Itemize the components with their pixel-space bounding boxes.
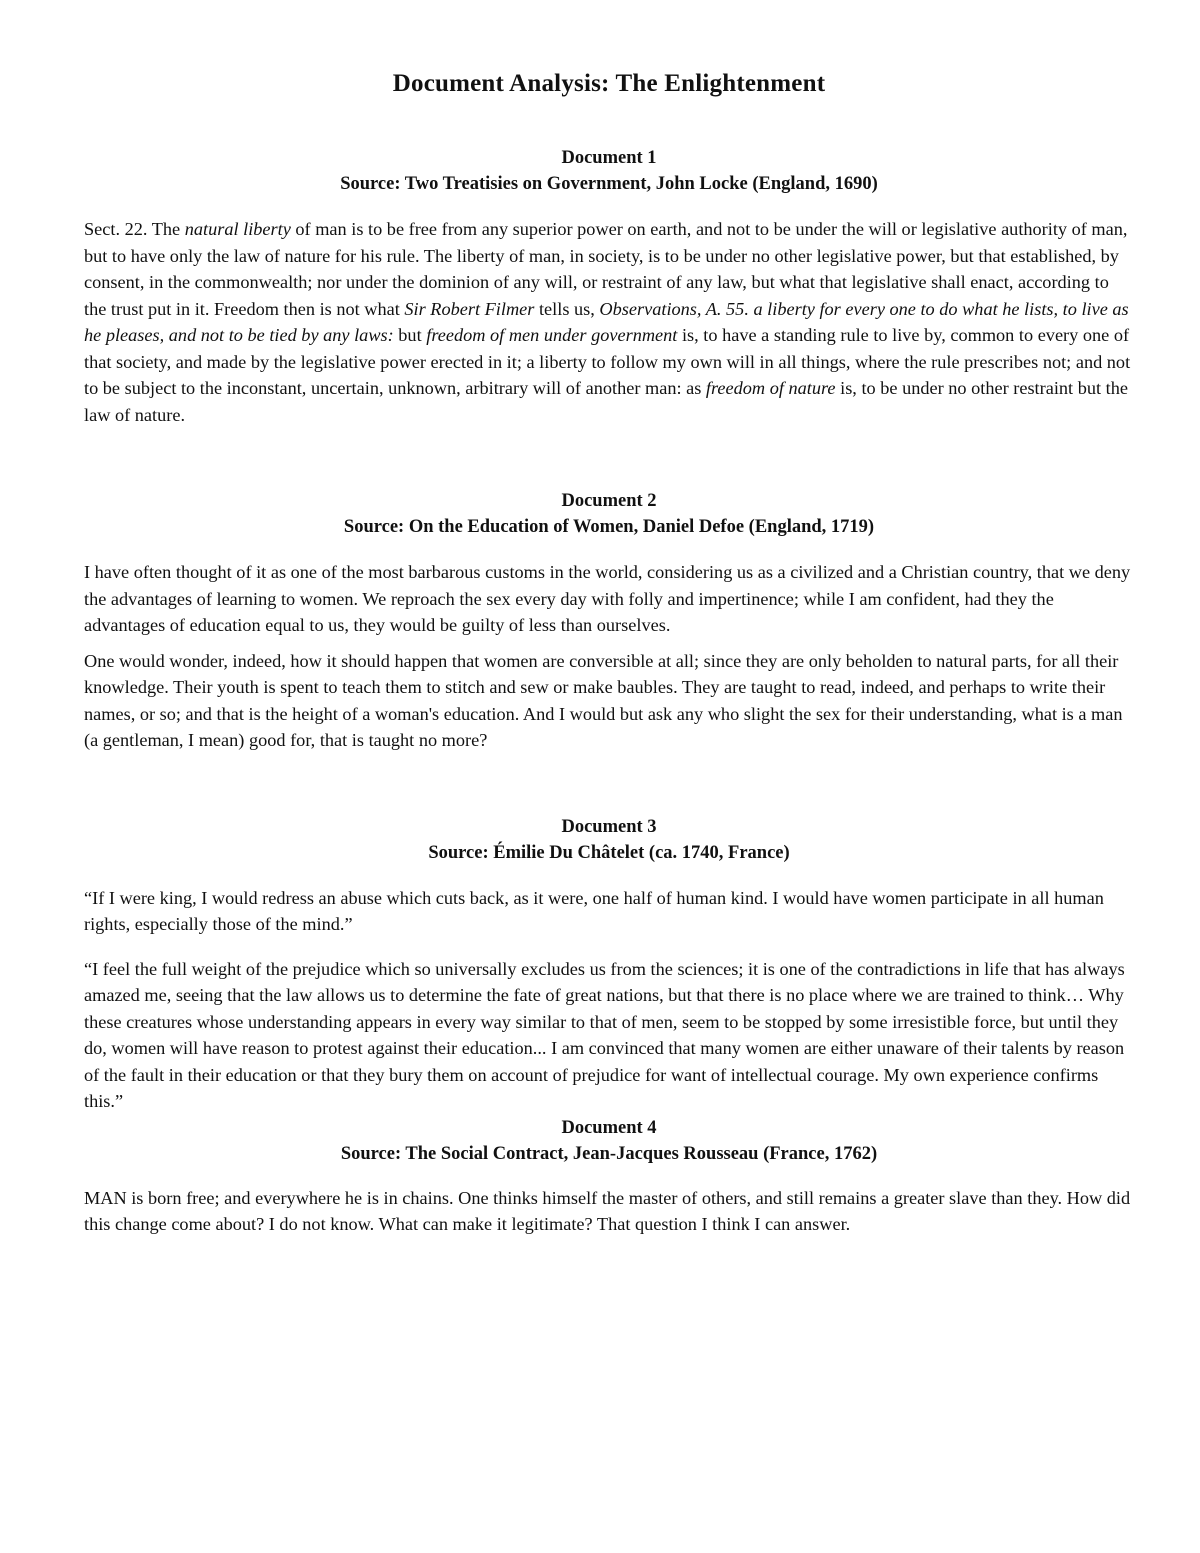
doc3-paragraph-1: “If I were king, I would redress an abuse which cuts back, as it were, one half of human kind. I would have women participate in all human rights, especially those of the mind.”	[84, 887, 1104, 934]
doc2-source: Source: On the Education of Women, Daniel Defoe (England, 1719)	[343, 517, 875, 537]
doc1-paragraph	[84, 216, 1134, 428]
doc2-paragraph-2: One would wonder, indeed, how it should happen that women are conversible at all; since they are only beholden to natural parts, for all their knowledge. Their youth is spent to teach them to stitch and sew or make baubles. They are taught to read, indeed, and perhaps to write their names, or so; and that is the height of a woman's education. And I would but ask any who slight the sex for their understanding, what is a man (a gentleman, I mean) good for, that is taught no more?	[84, 650, 1123, 750]
doc4-header	[84, 1115, 1134, 1167]
doc3-heading: Document 3	[561, 816, 657, 837]
doc3-paragraph-2: “I feel the full weight of the prejudice which so universally excludes us from the sciences; it is one of the contradictions in life that has always amazed me, seeing that the law allows us to determine the fate of great nations, but that there is no place where we are trained to think… Why these creatures whose understanding appears in every way similar to that of men, seem to be stopped by some irresistible force, but until they do, women will have reason to protest against their education... I am convinced that many women are either unaware of their talents by reason of the fault in their education or that they bury them on account of prejudice for want of intellectual courage. My own experience confirms this.”	[84, 958, 1125, 1111]
doc1-text-e: tells us,	[534, 298, 600, 319]
doc1-text-f: Observations, A. 55. a liberty for every one to do what he lists, to live as he pleases, and not to be tied by any laws:	[84, 298, 1129, 345]
doc4-source: Source: The Social Contract, Jean-Jacques Rousseau (France, 1762)	[340, 1143, 878, 1164]
doc1-heading: Document 1	[561, 148, 657, 168]
doc1-text-c: of man is to be free from any superior power on earth, and not to be under the will or legislative authority of man, but to have only the law of nature for his rule. The liberty of man, in society, is to be under no other legislative power, but that established, by consent, in the commonwealth; nor under the dominion of any will, or restraint of any law, but what that legislative shall enact, according to the trust put in it. Freedom then is not what	[84, 219, 1128, 319]
doc2-paragraph-1: I have often thought of it as one of the most barbarous customs in the world, considering us as a civilized and a Christian country, that we deny the advantages of learning to women. We reproach the sex every day with folly and impertinence; while I am confident, had they the advantages of education equal to us, they would be guilty of less than ourselves.	[84, 562, 1131, 635]
doc1-source: Source: Two Treatisies on Government, John Locke (England, 1690)	[340, 174, 878, 194]
doc1-text-b: natural liberty	[184, 219, 291, 239]
doc3-source: Source: Émilie Du Châtelet (ca. 1740, France)	[428, 842, 790, 863]
doc1-text-a: Sect. 22. The	[84, 219, 185, 239]
page-title: Document Analysis: The Enlightenment	[392, 70, 826, 97]
doc4-heading: Document 4	[561, 1117, 657, 1138]
doc1-text-g: but	[393, 325, 427, 345]
doc1-text-d: Sir Robert Filmer	[404, 298, 535, 319]
doc4-paragraph: MAN is born free; and everywhere he is in chains. One thinks himself the master of others, and still remains a greater slave than they. How did this change come about? I do not know. What can make it legitimate? That question I think I can answer.	[84, 1187, 1131, 1234]
doc3-header	[84, 814, 1134, 866]
document-page	[84, 70, 1134, 1238]
doc1-text-k: is, to be under no other restraint but the law of nature.	[84, 378, 1128, 425]
doc1-text-i: is, to have a standing rule to live by, common to every one of that society, and made by the legislative power erected in it; a liberty to follow my own will in all things, where the rule prescribes not; and not to be subject to the inconstant, uncertain, unknown, arbitrary will of another man: as	[84, 325, 1131, 398]
doc1-text-j: freedom of nature	[705, 378, 836, 398]
doc1-header	[84, 145, 1134, 197]
doc2-heading: Document 2	[561, 491, 657, 511]
doc1-text-h: freedom of men under government	[426, 325, 678, 345]
doc2-header	[84, 488, 1134, 540]
